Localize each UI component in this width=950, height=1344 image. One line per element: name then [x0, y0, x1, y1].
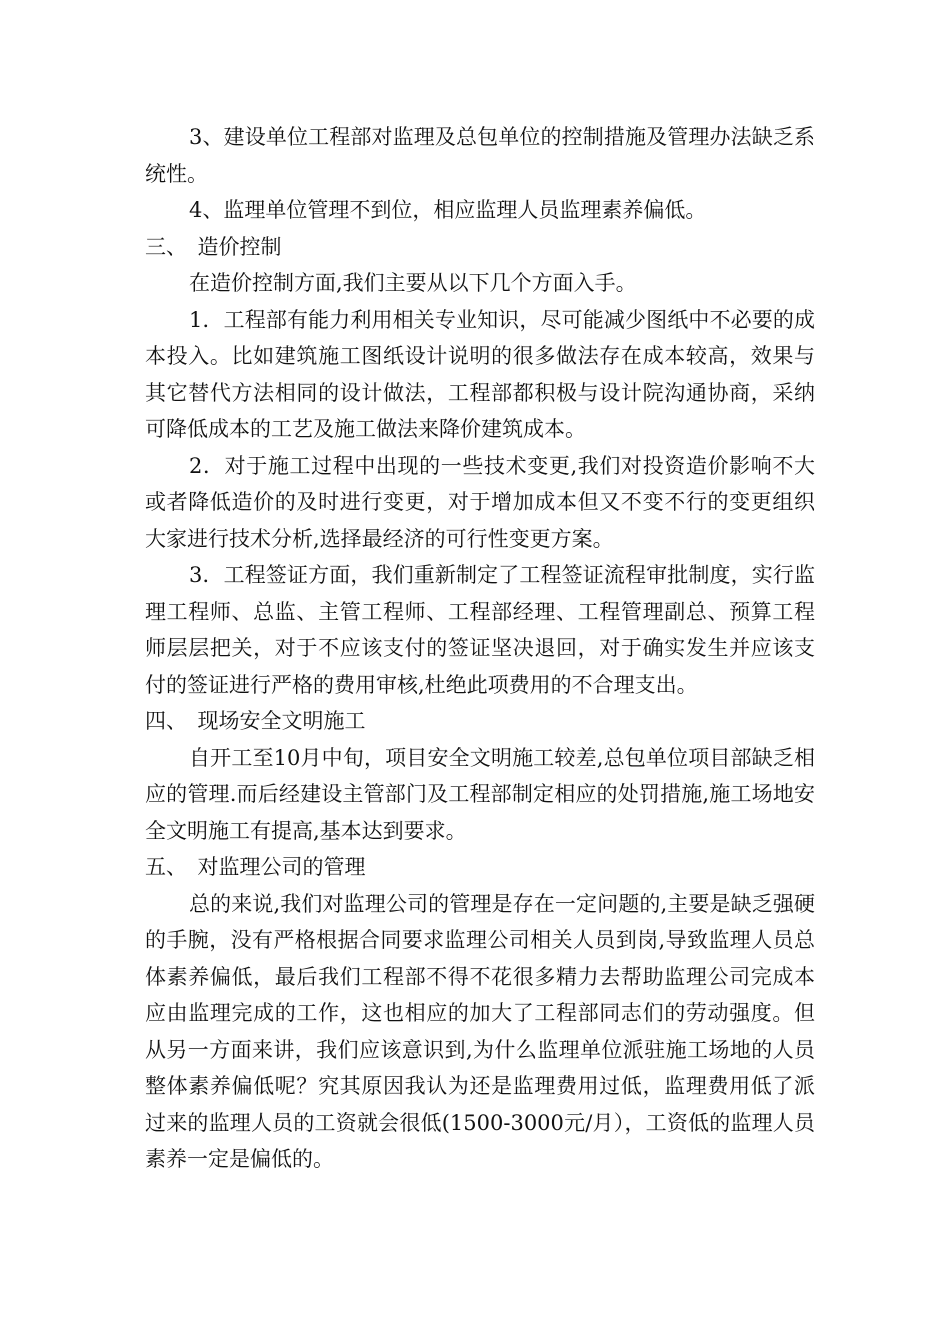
section-heading-cost-control: 三、 造价控制 — [145, 234, 282, 259]
paragraph-item-4: 4、监理单位管理不到位，相应监理人员监理素养偏低。 — [189, 198, 707, 222]
paragraph-cost-item-2: 2．对于施工过程中出现的一些技术变更,我们对投资造价影响不大或者降低造价的及时进行变更，对于增加成本但又不变不行的变更组织大家进行技术分析,选择最经济的可行性变更方案。 — [145, 453, 815, 551]
paragraph-item-3: 3、建设单位工程部对监理及总包单位的控制措施及管理办法缺乏系统性。 — [145, 125, 815, 186]
paragraph-site-safety: 自开工至10月中旬，项目安全文明施工较差,总包单位项目部缺乏相应的管理.而后经建设主管部门及工程部制定相应的处罚措施,施工场地安全文明施工有提高,基本达到要求。 — [145, 745, 815, 843]
paragraph-cost-item-3: 3．工程签证方面，我们重新制定了工程签证流程审批制度，实行监理工程师、总监、主管工程师、工程部经理、工程管理副总、预算工程师层层把关，对于不应该支付的签证坚决退回，对于确实发生并应该支付的签证进行严格的费用审核,杜绝此项费用的不合理支出。 — [145, 563, 815, 697]
paragraph-cost-intro: 在造价控制方面,我们主要从以下几个方面入手。 — [189, 271, 637, 295]
document-body — [145, 119, 815, 1178]
paragraph-cost-item-1: 1．工程部有能力利用相关专业知识，尽可能减少图纸中不必要的成本投入。比如建筑施工图纸设计说明的很多做法存在成本较高，效果与其它替代方法相同的设计做法，工程部都积极与设计院沟通协商，采纳可降低成本的工艺及施工做法来降价建筑成本。 — [145, 307, 815, 441]
section-heading-site-safety: 四、 现场安全文明施工 — [145, 709, 366, 733]
section-heading-supervision-management: 五、 对监理公司的管理 — [145, 855, 366, 879]
paragraph-supervision-management: 总的来说,我们对监理公司的管理是存在一定问题的,主要是缺乏强硬的手腕，没有严格根据合同要求监理公司相关人员到岗,导致监理人员总体素养偏低，最后我们工程部不得不花很多精力去帮助监理公司完成本应由监理完成的工作，这也相应的加大了工程部同志们的劳动强度。但从另一方面来讲，我们应该意识到,为什么监理单位派驻施工场地的人员整体素养偏低呢？究其原因我认为还是监理费用过低，监理费用低了派过来的监理人员的工资就会很低(1500-3000元/月），工资低的监理人员素养一定是偏低的。 — [145, 891, 815, 1171]
